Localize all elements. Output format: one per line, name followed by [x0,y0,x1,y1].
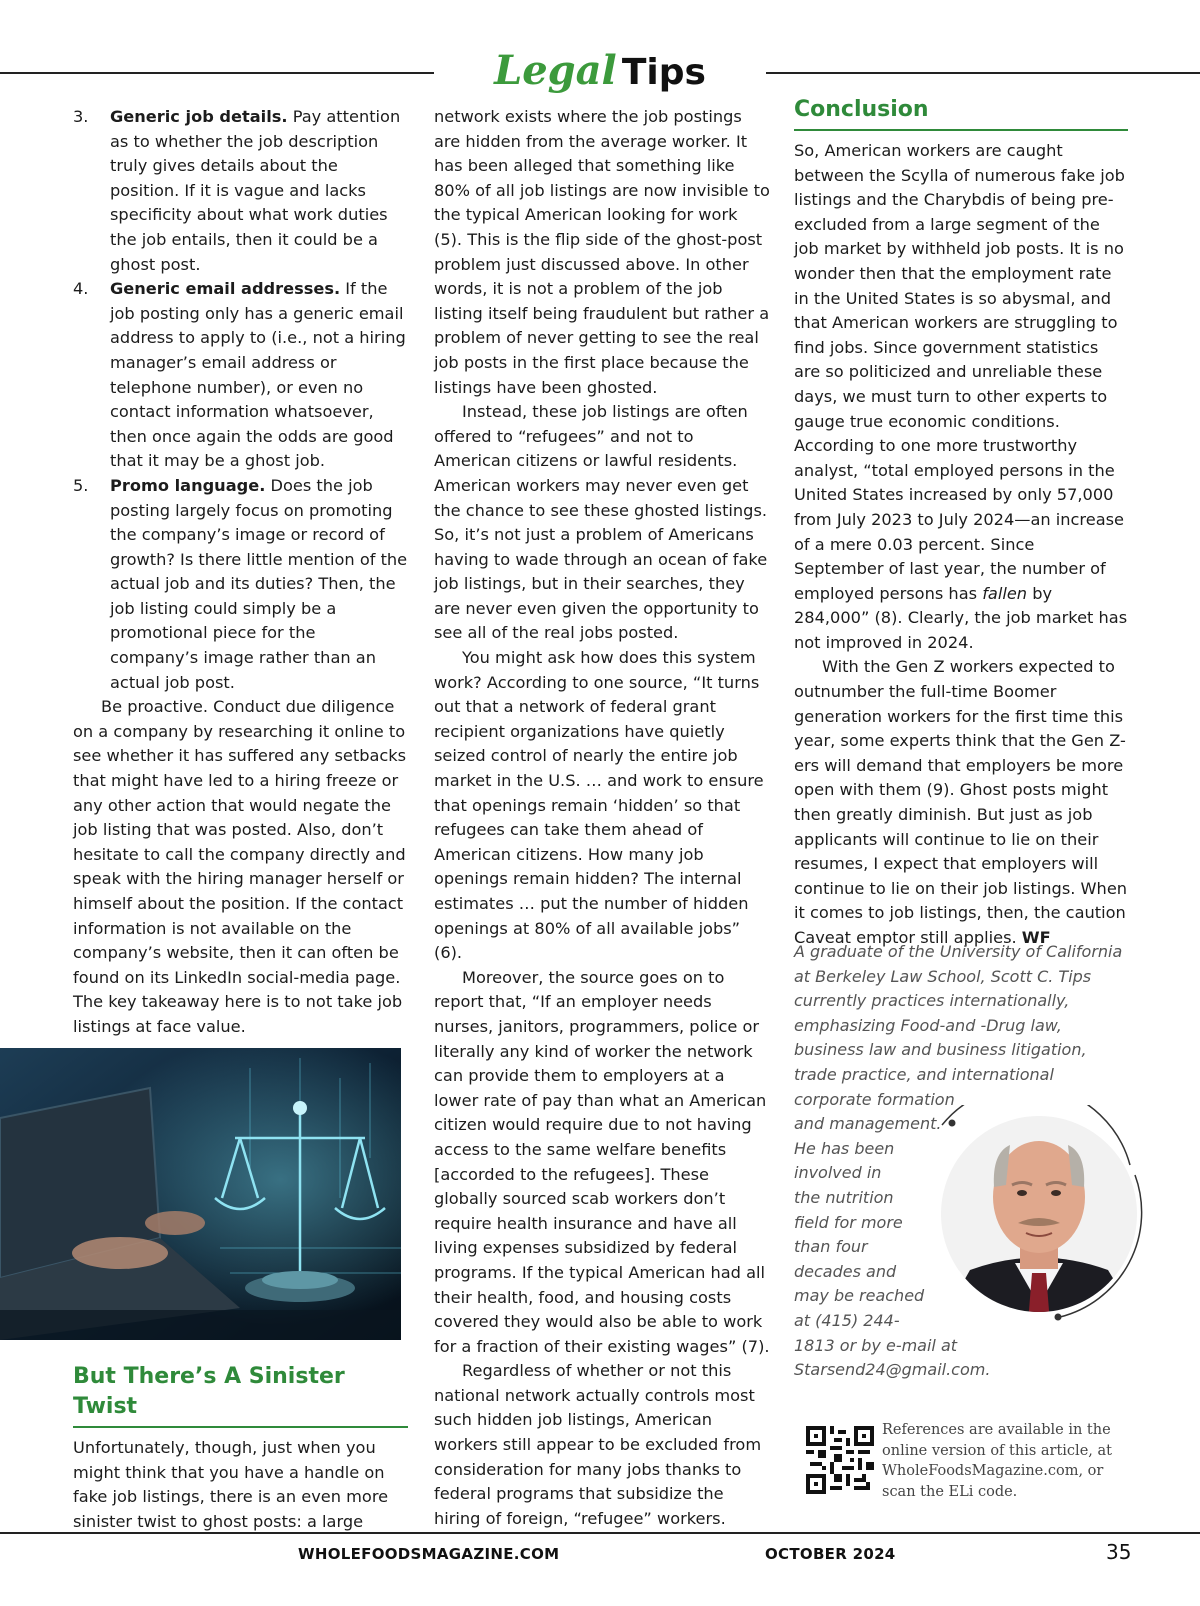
bio-line: at (415) 244- [794,1310,900,1330]
scales-of-justice-illustration [0,1048,401,1340]
qr-code-icon [806,1426,874,1494]
bio-line: decades and [794,1261,897,1281]
bio-line: the nutrition [794,1187,894,1207]
eli-qr-code[interactable] [806,1426,874,1494]
bio-line: at Berkeley Law School, Scott C. Tips [794,966,1092,986]
section-title [0,48,1200,102]
page-number: 35 [1106,1540,1132,1564]
references-note: References are available in the online version of this article, at WholeFoodsMagazine.com, or scan the ELi code. [882,1422,1112,1500]
column-1-lower [73,1362,408,1534]
tip-number: 3. [73,107,89,126]
paragraph-hidden-network: network exists where the job postings are hidden from the average worker. It has been alleged that something like 80% of all job listings are now invisible to the typical American looking for work (5). This is the flip side of the ghost-post problem just discussed above. In other words, it is not a problem of the job listing itself being fraudulent but rather a problem of never getting to see the real job posts in the first place because the listings have been ghosted. [434,107,770,397]
bio-line: 1813 or by e-mail at [794,1335,958,1355]
conclusion-emphasis: fallen [982,583,1028,603]
bio-line: field for more [794,1212,903,1232]
bio-line: involved in [794,1163,882,1183]
bio-line: than four [794,1237,868,1257]
bio-line: corporate formation [794,1089,955,1109]
paragraph-source-report: Moreover, the source goes on to report that, “If an employer needs nurses, janitors, programmers, police or literally any kind of worker the network can provide them to employers at a lower rate of pay than what an American citizen would require due to not having access to the same welfare benefits [accorded to the refugees]. These globally sourced scab workers don’t require health insurance and have all living expenses subsidized by federal programs. If the typical American had all their health, food, and housing costs covered they would also be able to work for a fraction of their existing wages” (7). [434,967,770,1356]
author-headshot [930,1105,1148,1323]
paragraph-refugees: Instead, these job listings are often offered to “refugees” and not to American citizens or lawful residents. American workers may never even get the chance to see these ghosted listings. So, it’s not just a problem of Americans having to wade through an ocean of fake job listings, but in their searches, they are never even given the opportunity to see all of the real jobs posted. [434,402,768,643]
column-2 [434,105,770,1531]
bio-line: business law and business litigation, [794,1040,1087,1060]
bio-line: currently practices internationally, [794,991,1070,1011]
tip-text: If the job posting only has a generic email address to apply to (i.e., not a hiring manager’s email address or telephone number), or even no contact information whatsoever, then once again the odds are good that it may be a ghost job. [110,279,406,471]
bio-line: A graduate of the University of California [794,942,1123,961]
heading-conclusion: Conclusion [794,95,1128,131]
tip-text: Does the job posting largely focus on promoting the company’s image or record of growth? Is there little mention of the actual job and its duties? Then, the job listing could simply be a promotional piece for the company’s image rather than an actual job post. [110,475,408,692]
bio-line: and management. [794,1114,942,1134]
section-title-tips: Tips [621,52,706,93]
column-1 [73,105,408,1040]
column-3 [794,95,1128,951]
tip-lead: Generic email addresses. [110,279,341,299]
tip-lead: Promo language. [110,475,266,495]
bio-line: Starsend24@gmail.com. [794,1360,991,1380]
conclusion-text-c: With the Gen Z workers expected to outnumber the full-time Boomer generation workers for the first time this year, some experts think that the Gen Z-ers will demand that employers be more open with them (9). Ghost posts might then greatly diminish. But just as job applicants will continue to lie on their resumes, I expect that employers will continue to lie on their job listings. When it comes to job listings, then, the caution Caveat emptor still applies. [794,657,1128,947]
paragraph-conclusion-2 [794,655,1128,950]
tip-number: 5. [73,475,89,495]
heading-sinister-twist: But There’s A Sinister Twist [73,1362,408,1428]
bio-line: emphasizing Food-and -Drug law, [794,1015,1062,1035]
author-portrait [930,1105,1148,1323]
scales-of-justice-photo [0,1048,401,1340]
tip-item-3 [73,105,408,277]
tip-number: 4. [73,279,89,299]
paragraph-sinister-twist: Unfortunately, though, just when you might think that you have a handle on fake job listings, there is an even more sinister twist to ghost posts: a large [73,1438,389,1531]
tip-lead: Generic job details. [110,107,288,126]
tip-text: Pay attention as to whether the job description truly gives details about the position. If it is vague and lacks specificity about what work duties the job entails, then it could be a ghost post. [110,107,401,274]
paragraph-conclusion-1 [794,139,1128,655]
bio-line: may be reached [794,1286,925,1306]
conclusion-text-b: by 284,000” (8). Clearly, the job market has not improved in 2024. [794,583,1128,652]
conclusion-text-a: So, American workers are caught between the Scylla of numerous fake job listings and the Charybdis of being pre-excluded from a large segment of the job market by withheld job posts. It is no wonder then that the employment rate in the United States is so abysmal, and that American workers are struggling to find jobs. Since government statistics are so politicized and unreliable these days, we must turn to other experts to gauge true economic conditions. According to one more trustworthy analyst, “total employed persons in the United States increased by only 57,000 from July 2023 to July 2024—an increase of a mere 0.03 percent. Since September of last year, the number of employed persons has [794,141,1125,603]
paragraph-system-work: You might ask how does this system work? According to one source, “It turns out that a network of federal grant recipient organizations have quietly seized control of nearly the entire job market in the U.S. … and work to ensure that openings remain ‘hidden’ so that refugees can take them ahead of American citizens. How many job openings remain hidden? The internal estimates … put the number of hidden openings at 80% of all available jobs” (6). [434,648,764,963]
bio-line: He has been [794,1138,895,1158]
tip-item-5 [73,474,408,695]
wf-signature: WF [1021,928,1051,947]
footer-issue-date: OCTOBER 2024 [765,1545,896,1563]
paragraph-be-proactive: Be proactive. Conduct due diligence on a company by researching it online to see whether it has suffered any setbacks that might have led to a hiring freeze or any other action that would negate the job listing that was posted. Also, don’t hesitate to call the company directly and speak with the hiring manager herself or himself about the position. If the contact information is not available on the company’s website, then it can often be found on its LinkedIn social-media page. The key takeaway here is to not take job listings at face value. [73,697,407,1036]
footer-rule [0,1532,1200,1534]
tip-item-4 [73,277,408,474]
footer-website: WHOLEFOODSMAGAZINE.COM [298,1545,560,1563]
bio-line: trade practice, and international [794,1064,1054,1084]
section-title-legal: Legal [494,47,617,94]
paragraph-regardless: Regardless of whether or not this national network actually controls most such hidden job listings, American workers still appear to be excluded from consideration for many jobs thanks to federal programs that subsidize the hiring of foreign, “refugee” workers. [434,1361,762,1528]
